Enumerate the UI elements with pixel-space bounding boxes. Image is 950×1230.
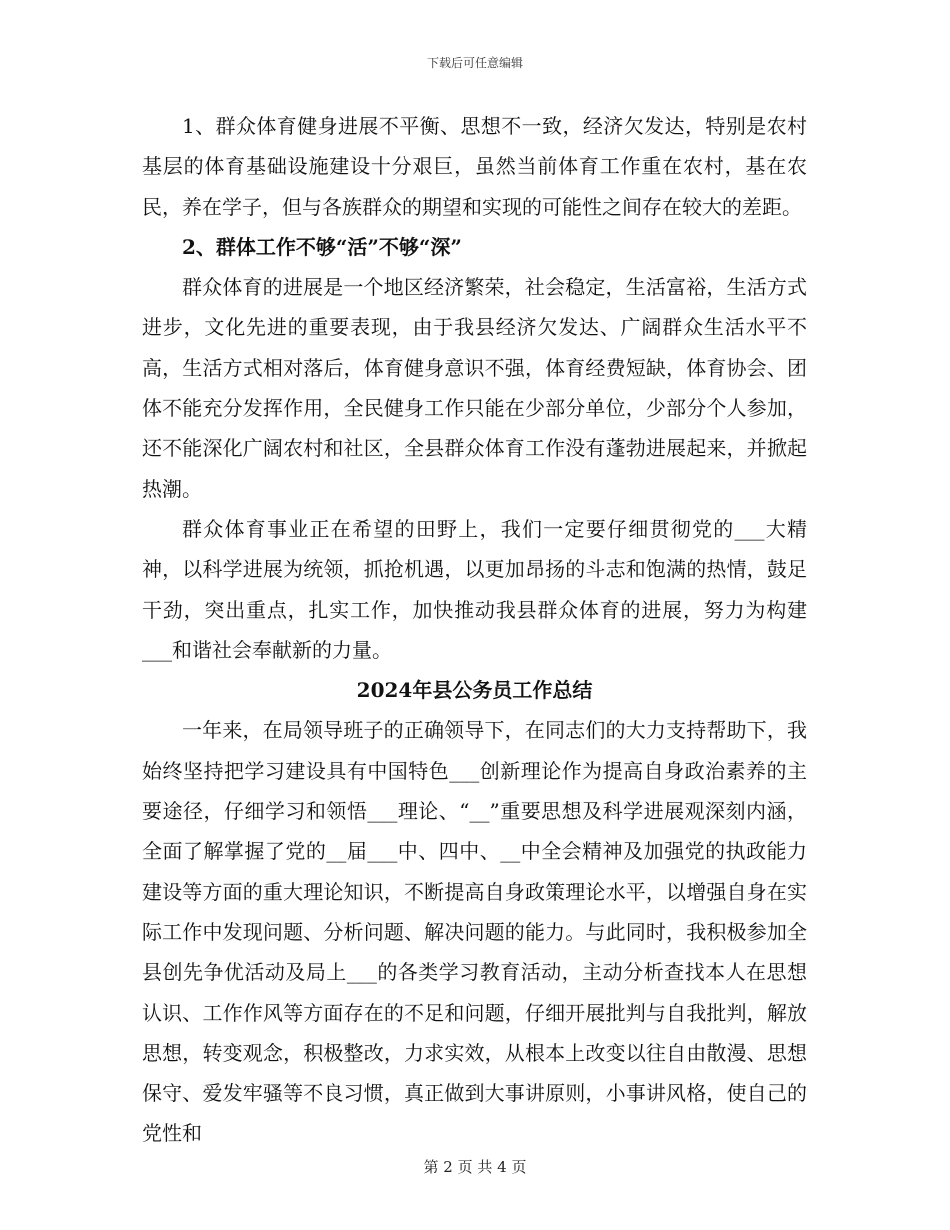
page-header: 下载后可任意编辑 (426, 56, 523, 70)
paragraph-3: 群众体育事业正在希望的田野上，我们一定要仔细贯彻党的___大精神，以科学进展为统领，抓抢机遇，以更加昂扬的斗志和饱满的热情，鼓足干劲，突出重点，扎实工作，加快推动我县群众体育的进展，努力为构建___和谐社会奉献新的力量。 (142, 516, 807, 662)
document-body (142, 106, 807, 1154)
document-title: 2024年县公务员工作总结 (356, 678, 593, 703)
paragraph-2: 群众体育的进展是一个地区经济繁荣，社会稳定，生活富裕，生活方式进步，文化先进的重要表现，由于我县经济欠发达、广阔群众生活水平不高，生活方式相对落后，体育健身意识不强，体育经费短缺，体育协会、团体不能充分发挥作用，全民健身工作只能在少部分单位，少部分个人参加，还不能深化广阔农村和社区，全县群众体育工作没有蓬勃进展起来，并掀起热潮。 (142, 275, 807, 501)
paragraph-4: 一年来，在局领导班子的正确领导下，在同志们的大力支持帮助下，我始终坚持把学习建设具有中国特色___创新理论作为提高自身政治素养的主要途径，仔细学习和领悟___理论、“__”重要思想及科学进展观深刻内涵，全面了解掌握了党的__届___中、四中、__中全会精神及加强党的执政能力建设等方面的重大理论知识，不断提高自身政策理论水平，以增强自身在实际工作中发现问题、分析问题、解决问题的能力。与此同时，我积极参加全县创先争优活动及局上___的各类学习教育活动，主动分析查找本人在思想认识、工作作风等方面存在的不足和问题，仔细开展批判与自我批判，解放思想，转变观念，积极整改，力求实效，从根本上改变以往自由散漫、思想保守、爱发牢骚等不良习惯，真正做到大事讲原则，小事讲风格，使自己的党性和 (142, 718, 807, 1146)
page-footer: 第 2 页 共 4 页 (423, 1158, 527, 1176)
section-heading-2: 2、群体工作不够“活”不够“深” (182, 234, 462, 259)
paragraph-1: 1、群众体育健身进展不平衡、思想不一致，经济欠发达，特别是农村基层的体育基础设施建设十分艰巨，虽然当前体育工作重在农村，基在农民，养在学子，但与各族群众的期望和实现的可能性之间存在较大的差距。 (142, 114, 807, 219)
